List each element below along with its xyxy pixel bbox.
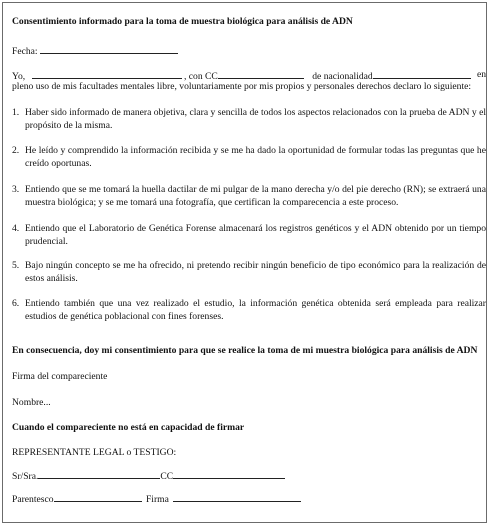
cc-field[interactable] xyxy=(218,69,304,79)
relationship-field[interactable] xyxy=(54,492,142,502)
nationality-label: de nacionalidad xyxy=(312,71,373,82)
list-item xyxy=(12,183,486,209)
item-text: Bajo ningún concepto se me ha ofrecido, ni pretendo recibir ningún beneficio de tipo económico para la realización de estos análisis. xyxy=(25,260,486,284)
item-number: 5. xyxy=(12,260,20,271)
firma-label: Firma xyxy=(145,494,169,505)
cc-label: , con CC xyxy=(183,71,218,82)
item-text: He leído y comprendido la información recibida y se me ha dado la oportunidad de formular todas las preguntas que he creído oportunas. xyxy=(25,145,486,169)
srsra-label: Sr/Sra. xyxy=(12,471,39,482)
date-label: Fecha: xyxy=(12,46,38,57)
representative-row xyxy=(12,469,285,483)
signature-field[interactable] xyxy=(173,492,301,502)
list-item xyxy=(12,297,486,323)
item-number: 4. xyxy=(12,223,20,234)
list-item xyxy=(12,259,486,285)
incapacity-heading: Cuando el compareciente no está en capacidad de firmar xyxy=(12,422,245,433)
yo-label: Yo, xyxy=(12,71,26,82)
item-number: 1. xyxy=(12,107,20,118)
relationship-row xyxy=(12,492,301,506)
item-number: 3. xyxy=(12,184,20,195)
item-number: 2. xyxy=(12,145,20,156)
nationality-field[interactable] xyxy=(373,69,471,79)
name-field[interactable] xyxy=(32,69,182,79)
representative-cc-field[interactable] xyxy=(173,469,285,479)
consent-statement: En consecuencia, doy mi consentimiento para que se realice la toma de mi muestra biológica para análisis de ADN xyxy=(12,345,478,356)
representative-name-field[interactable] xyxy=(38,469,160,479)
item-number: 6. xyxy=(12,298,20,309)
intro-line2: pleno uso de mis facultades mentales libre, voluntariamente por mis propios y personales derechos declaro lo siguiente: xyxy=(12,81,472,92)
list-item xyxy=(12,144,486,170)
en-label: en xyxy=(476,69,486,80)
item-text: Haber sido informado de manera objetiva, clara y sencilla de todos los aspectos relacionados con la prueba de ADN y el propósito de la misma. xyxy=(25,107,486,131)
item-text: Entiendo que se me tomará la huella dactilar de mi pulgar de la mano derecha y/o del pie derecho (RN); se extraerá una muestra biológica; y se me tomará una fotografía, que certifican la comparecencia a este proceso. xyxy=(25,184,486,208)
name-label: Nombre... xyxy=(12,397,51,408)
list-item xyxy=(12,222,486,248)
representative-heading: REPRESENTANTE LEGAL o TESTIGO: xyxy=(12,447,177,458)
list-item xyxy=(12,106,486,132)
item-text: Entiendo que el Laboratorio de Genética Forense almacenará los registros genéticos y el ADN obtenido por un tiempo prudencial. xyxy=(25,223,486,247)
rep-cc-label: CC xyxy=(160,471,174,482)
relationship-label: Parentesco xyxy=(12,494,54,505)
date-row xyxy=(12,44,178,58)
signature-label: Firma del compareciente xyxy=(12,371,108,382)
consent-form xyxy=(2,2,487,523)
date-field[interactable] xyxy=(40,44,178,54)
form-title: Consentimiento informado para la toma de muestra biológica para análisis de ADN xyxy=(12,16,353,27)
item-text: Entiendo también que una vez realizado el estudio, la información genética obtenida será empleada para realizar estudios de genética poblacional con fines forenses. xyxy=(25,298,486,322)
